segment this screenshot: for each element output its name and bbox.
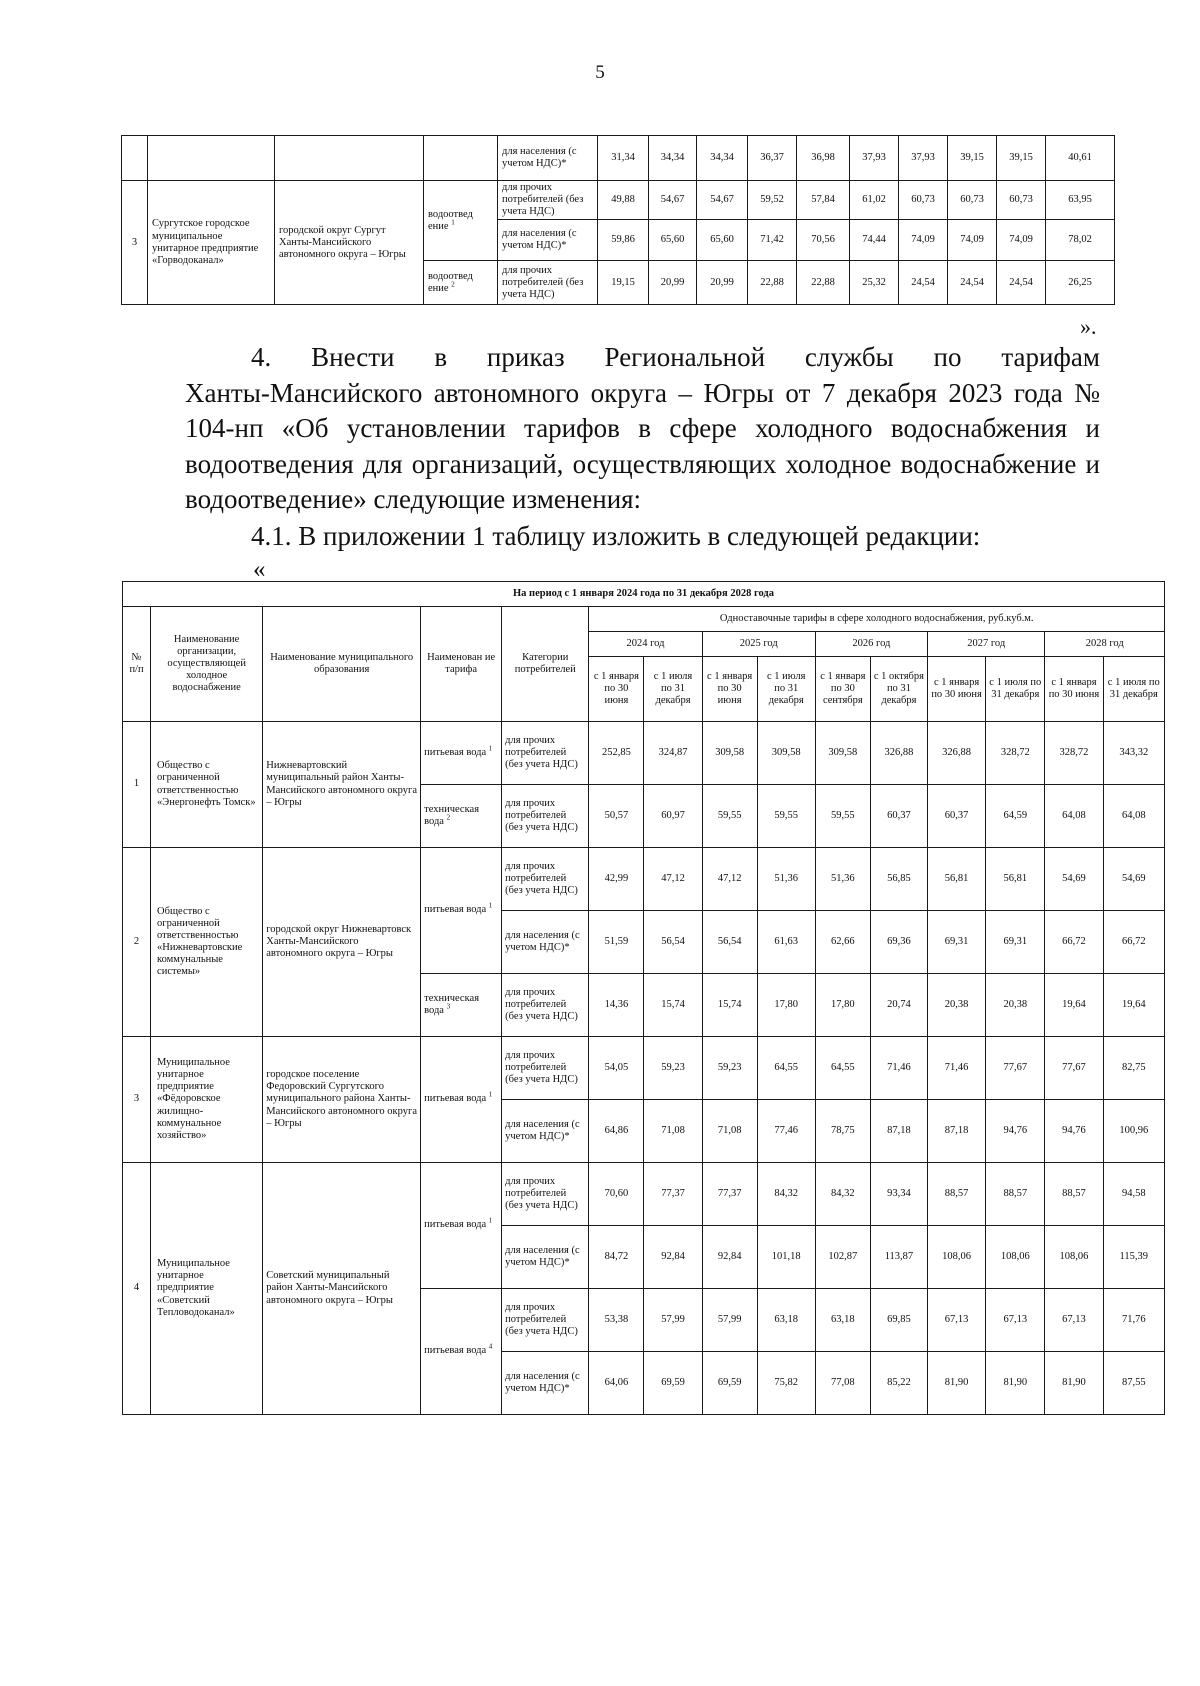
value-cell: 309,58: [757, 722, 815, 785]
value-cell: 74,09: [948, 220, 997, 261]
value-cell: 60,73: [899, 181, 948, 220]
value-cell: 17,80: [815, 974, 870, 1037]
value-cell: 74,09: [997, 220, 1046, 261]
value-cell: 60,37: [928, 785, 986, 848]
value-cell: 94,76: [986, 1100, 1045, 1163]
num-cell: 4: [123, 1163, 151, 1415]
value-cell: 70,60: [589, 1163, 644, 1226]
tariff-table: [122, 581, 1165, 1415]
value-cell: 326,88: [870, 722, 927, 785]
value-cell: 66,72: [1045, 911, 1103, 974]
value-cell: 81,90: [1045, 1352, 1103, 1415]
num-cell: 3: [123, 1037, 151, 1163]
paragraph-4-1: 4.1. В приложении 1 таблицу изложить в следующей редакции:: [251, 521, 981, 551]
value-cell: 57,84: [797, 181, 850, 220]
value-cell: 102,87: [815, 1226, 870, 1289]
value-cell: 40,61: [1046, 136, 1115, 181]
value-cell: 20,38: [986, 974, 1045, 1037]
value-cell: 71,42: [748, 220, 797, 261]
category-cell: для населения (с учетом НДС)*: [498, 220, 598, 261]
footnote-mark: 1: [488, 1216, 493, 1225]
header-period: с 1 июля по 31 декабря: [1103, 657, 1164, 722]
table-row: [122, 136, 1115, 181]
value-cell: 47,12: [644, 848, 702, 911]
tariff-name: техническая вода: [424, 992, 480, 1016]
value-cell: 59,86: [598, 220, 649, 261]
header-period: с 1 октября по 31 декабря: [870, 657, 927, 722]
value-cell: 56,81: [986, 848, 1045, 911]
category-cell: для населения (с учетом НДС)*: [498, 136, 598, 181]
value-cell: 94,58: [1103, 1163, 1164, 1226]
value-cell: 71,08: [702, 1100, 757, 1163]
value-cell: 81,90: [986, 1352, 1045, 1415]
value-cell: 113,87: [870, 1226, 927, 1289]
num-cell: 3: [122, 181, 148, 305]
header-tariff: Наименован ие тарифа: [421, 607, 502, 722]
org-cell: Сургутское городское муниципальное унитарное предприятие «Горводоканал»: [148, 181, 275, 305]
header-period: с 1 июля по 31 декабря: [986, 657, 1045, 722]
tariff-cell: [421, 1163, 502, 1289]
table-row: [122, 181, 1115, 220]
value-cell: 69,85: [870, 1289, 927, 1352]
tariff-name: питьевая вода: [424, 904, 487, 916]
value-cell: 71,46: [870, 1037, 927, 1100]
value-cell: 88,57: [986, 1163, 1045, 1226]
value-cell: 60,97: [644, 785, 702, 848]
value-cell: 69,59: [702, 1352, 757, 1415]
value-cell: 54,67: [697, 181, 748, 220]
value-cell: 309,58: [815, 722, 870, 785]
value-cell: 62,66: [815, 911, 870, 974]
value-cell: 328,72: [986, 722, 1045, 785]
value-cell: 108,06: [986, 1226, 1045, 1289]
value-cell: 36,37: [748, 136, 797, 181]
value-cell: 49,88: [598, 181, 649, 220]
value-cell: 39,15: [948, 136, 997, 181]
tariff-cell: [421, 848, 502, 974]
value-cell: 71,08: [644, 1100, 702, 1163]
table-row: [123, 1037, 1165, 1100]
value-cell: 85,22: [870, 1352, 927, 1415]
value-cell: 100,96: [1103, 1100, 1164, 1163]
value-cell: 77,46: [757, 1100, 815, 1163]
value-cell: 78,75: [815, 1100, 870, 1163]
value-cell: 88,57: [1045, 1163, 1103, 1226]
header-year: 2024 год: [589, 632, 702, 657]
tariff-cell: [424, 136, 498, 181]
value-cell: 67,13: [986, 1289, 1045, 1352]
footnote-mark: 1: [451, 218, 455, 227]
value-cell: 56,81: [928, 848, 986, 911]
category-cell: для населения (с учетом НДС)*: [502, 1226, 589, 1289]
footnote-mark: 2: [451, 280, 455, 289]
value-cell: 67,13: [928, 1289, 986, 1352]
value-cell: 54,69: [1045, 848, 1103, 911]
value-cell: 101,18: [757, 1226, 815, 1289]
tariff-name: питьевая вода: [424, 1093, 487, 1105]
value-cell: 54,69: [1103, 848, 1164, 911]
value-cell: 59,23: [644, 1037, 702, 1100]
municipality-cell: Нижневартовский муниципальный район Ханты-Мансийского автономного округа – Югры: [263, 722, 421, 848]
opening-quote: «: [253, 556, 266, 583]
org-cell: [148, 136, 275, 181]
table-row: [123, 848, 1165, 911]
value-cell: 51,36: [757, 848, 815, 911]
value-cell: 57,99: [702, 1289, 757, 1352]
value-cell: 56,54: [644, 911, 702, 974]
value-cell: 50,57: [589, 785, 644, 848]
value-cell: 328,72: [1045, 722, 1103, 785]
value-cell: 64,08: [1045, 785, 1103, 848]
municipality-cell: городское поселение Федоровский Сургутского муниципального района Ханты-Мансийского автономного округа – Югры: [263, 1037, 421, 1163]
value-cell: 77,37: [644, 1163, 702, 1226]
municipality-cell: городской округ Сургут Ханты-Мансийского автономного округа – Югры: [275, 181, 424, 305]
value-cell: 70,56: [797, 220, 850, 261]
value-cell: 47,12: [702, 848, 757, 911]
value-cell: 22,88: [748, 261, 797, 305]
category-cell: для прочих потребителей (без учета НДС): [502, 1037, 589, 1100]
tariff-cell: [421, 1037, 502, 1163]
value-cell: 326,88: [928, 722, 986, 785]
value-cell: 81,90: [928, 1352, 986, 1415]
value-cell: 64,06: [589, 1352, 644, 1415]
value-cell: 67,13: [1045, 1289, 1103, 1352]
footnote-mark: 3: [446, 1002, 451, 1011]
value-cell: 59,23: [702, 1037, 757, 1100]
value-cell: 39,15: [997, 136, 1046, 181]
tariff-name: водоотвед ение: [428, 270, 473, 294]
header-num: № п/п: [123, 607, 151, 722]
value-cell: 69,59: [644, 1352, 702, 1415]
tariff-cell: [421, 722, 502, 785]
value-cell: 65,60: [697, 220, 748, 261]
value-cell: 64,86: [589, 1100, 644, 1163]
category-cell: для населения (с учетом НДС)*: [502, 1100, 589, 1163]
header-year: 2026 год: [815, 632, 927, 657]
paragraph-4-text: Ханты-Мансийского автономного округа – Югры от 7 декабря 2023 года № 104-нп «Об установлении тарифов в сфере холодного водоснабжения и водоотведения для организаций, осуществляющих холодное водоснабжение и водоотведение» следующие изменения:: [185, 377, 1100, 514]
table-row: [123, 722, 1165, 785]
value-cell: 84,32: [757, 1163, 815, 1226]
value-cell: 20,74: [870, 974, 927, 1037]
value-cell: 75,82: [757, 1352, 815, 1415]
value-cell: 92,84: [702, 1226, 757, 1289]
paragraph-4-line1: 4. Внести в приказ Региональной службы по тарифам: [251, 342, 1100, 372]
header-period: с 1 июля по 31 декабря: [757, 657, 815, 722]
tariff-cell: [424, 181, 498, 261]
value-cell: 87,18: [928, 1100, 986, 1163]
value-cell: 108,06: [928, 1226, 986, 1289]
value-cell: 87,18: [870, 1100, 927, 1163]
value-cell: 77,67: [986, 1037, 1045, 1100]
value-cell: 53,38: [589, 1289, 644, 1352]
value-cell: 63,95: [1046, 181, 1115, 220]
category-cell: для прочих потребителей (без учета НДС): [502, 1289, 589, 1352]
value-cell: 24,54: [899, 261, 948, 305]
value-cell: 84,32: [815, 1163, 870, 1226]
category-cell: для прочих потребителей (без учета НДС): [502, 974, 589, 1037]
value-cell: 15,74: [702, 974, 757, 1037]
value-cell: 60,37: [870, 785, 927, 848]
category-cell: для прочих потребителей (без учета НДС): [502, 722, 589, 785]
closing-quote: ».: [1080, 314, 1097, 339]
header-period: с 1 января по 30 июня: [589, 657, 644, 722]
tariff-cell: [424, 261, 498, 305]
num-cell: 1: [123, 722, 151, 848]
tariff-name: питьевая вода: [424, 1345, 487, 1357]
value-cell: 20,99: [649, 261, 697, 305]
value-cell: 108,06: [1045, 1226, 1103, 1289]
category-cell: для прочих потребителей (без учета НДС): [502, 848, 589, 911]
value-cell: 15,74: [644, 974, 702, 1037]
tariff-name: техническая вода: [424, 803, 480, 827]
value-cell: 74,09: [899, 220, 948, 261]
value-cell: 64,55: [757, 1037, 815, 1100]
value-cell: 54,67: [649, 181, 697, 220]
category-cell: для прочих потребителей (без учета НДС): [498, 181, 598, 220]
footnote-mark: 1: [488, 1090, 493, 1099]
category-cell: для населения (с учетом НДС)*: [502, 911, 589, 974]
value-cell: 77,67: [1045, 1037, 1103, 1100]
value-cell: 93,34: [870, 1163, 927, 1226]
tariff-cell: [421, 1289, 502, 1415]
value-cell: 59,55: [702, 785, 757, 848]
value-cell: 26,25: [1046, 261, 1115, 305]
value-cell: 71,76: [1103, 1289, 1164, 1352]
org-cell: Общество с ограниченной ответственностью «Энергонефть Томск»: [151, 722, 263, 848]
table-caption: На период с 1 января 2024 года по 31 декабря 2028 года: [123, 582, 1165, 607]
footnote-mark: 4: [488, 1342, 493, 1351]
org-cell: Муниципальное унитарное предприятие «Фёдоровское жилищно-коммунальное хозяйство»: [151, 1037, 263, 1163]
value-cell: 71,46: [928, 1037, 986, 1100]
value-cell: 92,84: [644, 1226, 702, 1289]
value-cell: 94,76: [1045, 1100, 1103, 1163]
org-cell: Общество с ограниченной ответственностью «Нижневартовские коммунальные системы»: [151, 848, 263, 1037]
value-cell: 64,59: [986, 785, 1045, 848]
tariff-name: водоотвед ение: [428, 208, 473, 232]
value-cell: 54,05: [589, 1037, 644, 1100]
footnote-mark: 1: [488, 744, 493, 753]
caption-row: [123, 582, 1165, 607]
header-period: с 1 января по 30 июня: [702, 657, 757, 722]
value-cell: 31,34: [598, 136, 649, 181]
header-period: с 1 января по 30 сентября: [815, 657, 870, 722]
category-cell: для прочих потребителей (без учета НДС): [502, 1163, 589, 1226]
municipality-cell: городской округ Нижневартовск Ханты-Мансийского автономного округа – Югры: [263, 848, 421, 1037]
value-cell: 65,60: [649, 220, 697, 261]
value-cell: 69,36: [870, 911, 927, 974]
value-cell: 59,55: [757, 785, 815, 848]
value-cell: 63,18: [757, 1289, 815, 1352]
value-cell: 59,52: [748, 181, 797, 220]
paragraph-4: [185, 340, 1100, 518]
value-cell: 19,15: [598, 261, 649, 305]
value-cell: 20,38: [928, 974, 986, 1037]
value-cell: 37,93: [899, 136, 948, 181]
value-cell: 66,72: [1103, 911, 1164, 974]
header-org: Наименование организации, осуществляющей холодное водоснабжение: [151, 607, 263, 722]
value-cell: 17,80: [757, 974, 815, 1037]
value-cell: 42,99: [589, 848, 644, 911]
value-cell: 77,37: [702, 1163, 757, 1226]
header-year: 2027 год: [928, 632, 1045, 657]
value-cell: 324,87: [644, 722, 702, 785]
tariff-cell: [421, 785, 502, 848]
value-cell: 14,36: [589, 974, 644, 1037]
value-cell: 37,93: [850, 136, 899, 181]
num-cell: 2: [123, 848, 151, 1037]
value-cell: 78,02: [1046, 220, 1115, 261]
value-cell: 84,72: [589, 1226, 644, 1289]
value-cell: 74,44: [850, 220, 899, 261]
value-cell: 51,36: [815, 848, 870, 911]
value-cell: 22,88: [797, 261, 850, 305]
value-cell: 69,31: [928, 911, 986, 974]
value-cell: 82,75: [1103, 1037, 1164, 1100]
value-cell: 19,64: [1045, 974, 1103, 1037]
value-cell: 77,08: [815, 1352, 870, 1415]
value-cell: 69,31: [986, 911, 1045, 974]
footnote-mark: 1: [488, 901, 493, 910]
header-municipality: Наименование муниципального образования: [263, 607, 421, 722]
header-period: с 1 июля по 31 декабря: [644, 657, 702, 722]
value-cell: 25,32: [850, 261, 899, 305]
header-year: 2028 год: [1045, 632, 1165, 657]
org-cell: Муниципальное унитарное предприятие «Советский Тепловодоканал»: [151, 1163, 263, 1415]
value-cell: 63,18: [815, 1289, 870, 1352]
category-cell: для прочих потребителей (без учета НДС): [498, 261, 598, 305]
value-cell: 19,64: [1103, 974, 1164, 1037]
value-cell: 34,34: [649, 136, 697, 181]
value-cell: 56,85: [870, 848, 927, 911]
value-cell: 60,73: [997, 181, 1046, 220]
value-cell: 64,55: [815, 1037, 870, 1100]
value-cell: 252,85: [589, 722, 644, 785]
tariff-name: питьевая вода: [424, 746, 487, 758]
value-cell: 51,59: [589, 911, 644, 974]
value-cell: 34,34: [697, 136, 748, 181]
value-cell: 56,54: [702, 911, 757, 974]
value-cell: 87,55: [1103, 1352, 1164, 1415]
value-cell: 60,73: [948, 181, 997, 220]
category-cell: для населения (с учетом НДС)*: [502, 1352, 589, 1415]
value-cell: 61,63: [757, 911, 815, 974]
value-cell: 343,32: [1103, 722, 1164, 785]
table-row: [123, 1163, 1165, 1226]
tariff-name: питьевая вода: [424, 1219, 487, 1231]
value-cell: 59,55: [815, 785, 870, 848]
header-category: Категории потребителей: [502, 607, 589, 722]
value-cell: 88,57: [928, 1163, 986, 1226]
category-cell: для прочих потребителей (без учета НДС): [502, 785, 589, 848]
value-cell: 20,99: [697, 261, 748, 305]
header-group: Одноставочные тарифы в сфере холодного водоснабжения, руб.куб.м.: [589, 607, 1165, 632]
footnote-mark: 2: [446, 813, 451, 822]
value-cell: 61,02: [850, 181, 899, 220]
tariff-cell: [421, 974, 502, 1037]
value-cell: 64,08: [1103, 785, 1164, 848]
header-year: 2025 год: [702, 632, 815, 657]
continuation-table: [121, 135, 1115, 305]
municipality-cell: Советский муниципальный район Ханты-Мансийского автономного округа – Югры: [263, 1163, 421, 1415]
value-cell: 24,54: [997, 261, 1046, 305]
municipality-cell: [275, 136, 424, 181]
value-cell: 309,58: [702, 722, 757, 785]
value-cell: 24,54: [948, 261, 997, 305]
page-number: 5: [595, 62, 605, 83]
value-cell: 36,98: [797, 136, 850, 181]
value-cell: 115,39: [1103, 1226, 1164, 1289]
header-period: с 1 января по 30 июня: [1045, 657, 1103, 722]
header-row: [123, 607, 1165, 632]
num-cell: [122, 136, 148, 181]
header-period: с 1 января по 30 июня: [928, 657, 986, 722]
value-cell: 57,99: [644, 1289, 702, 1352]
